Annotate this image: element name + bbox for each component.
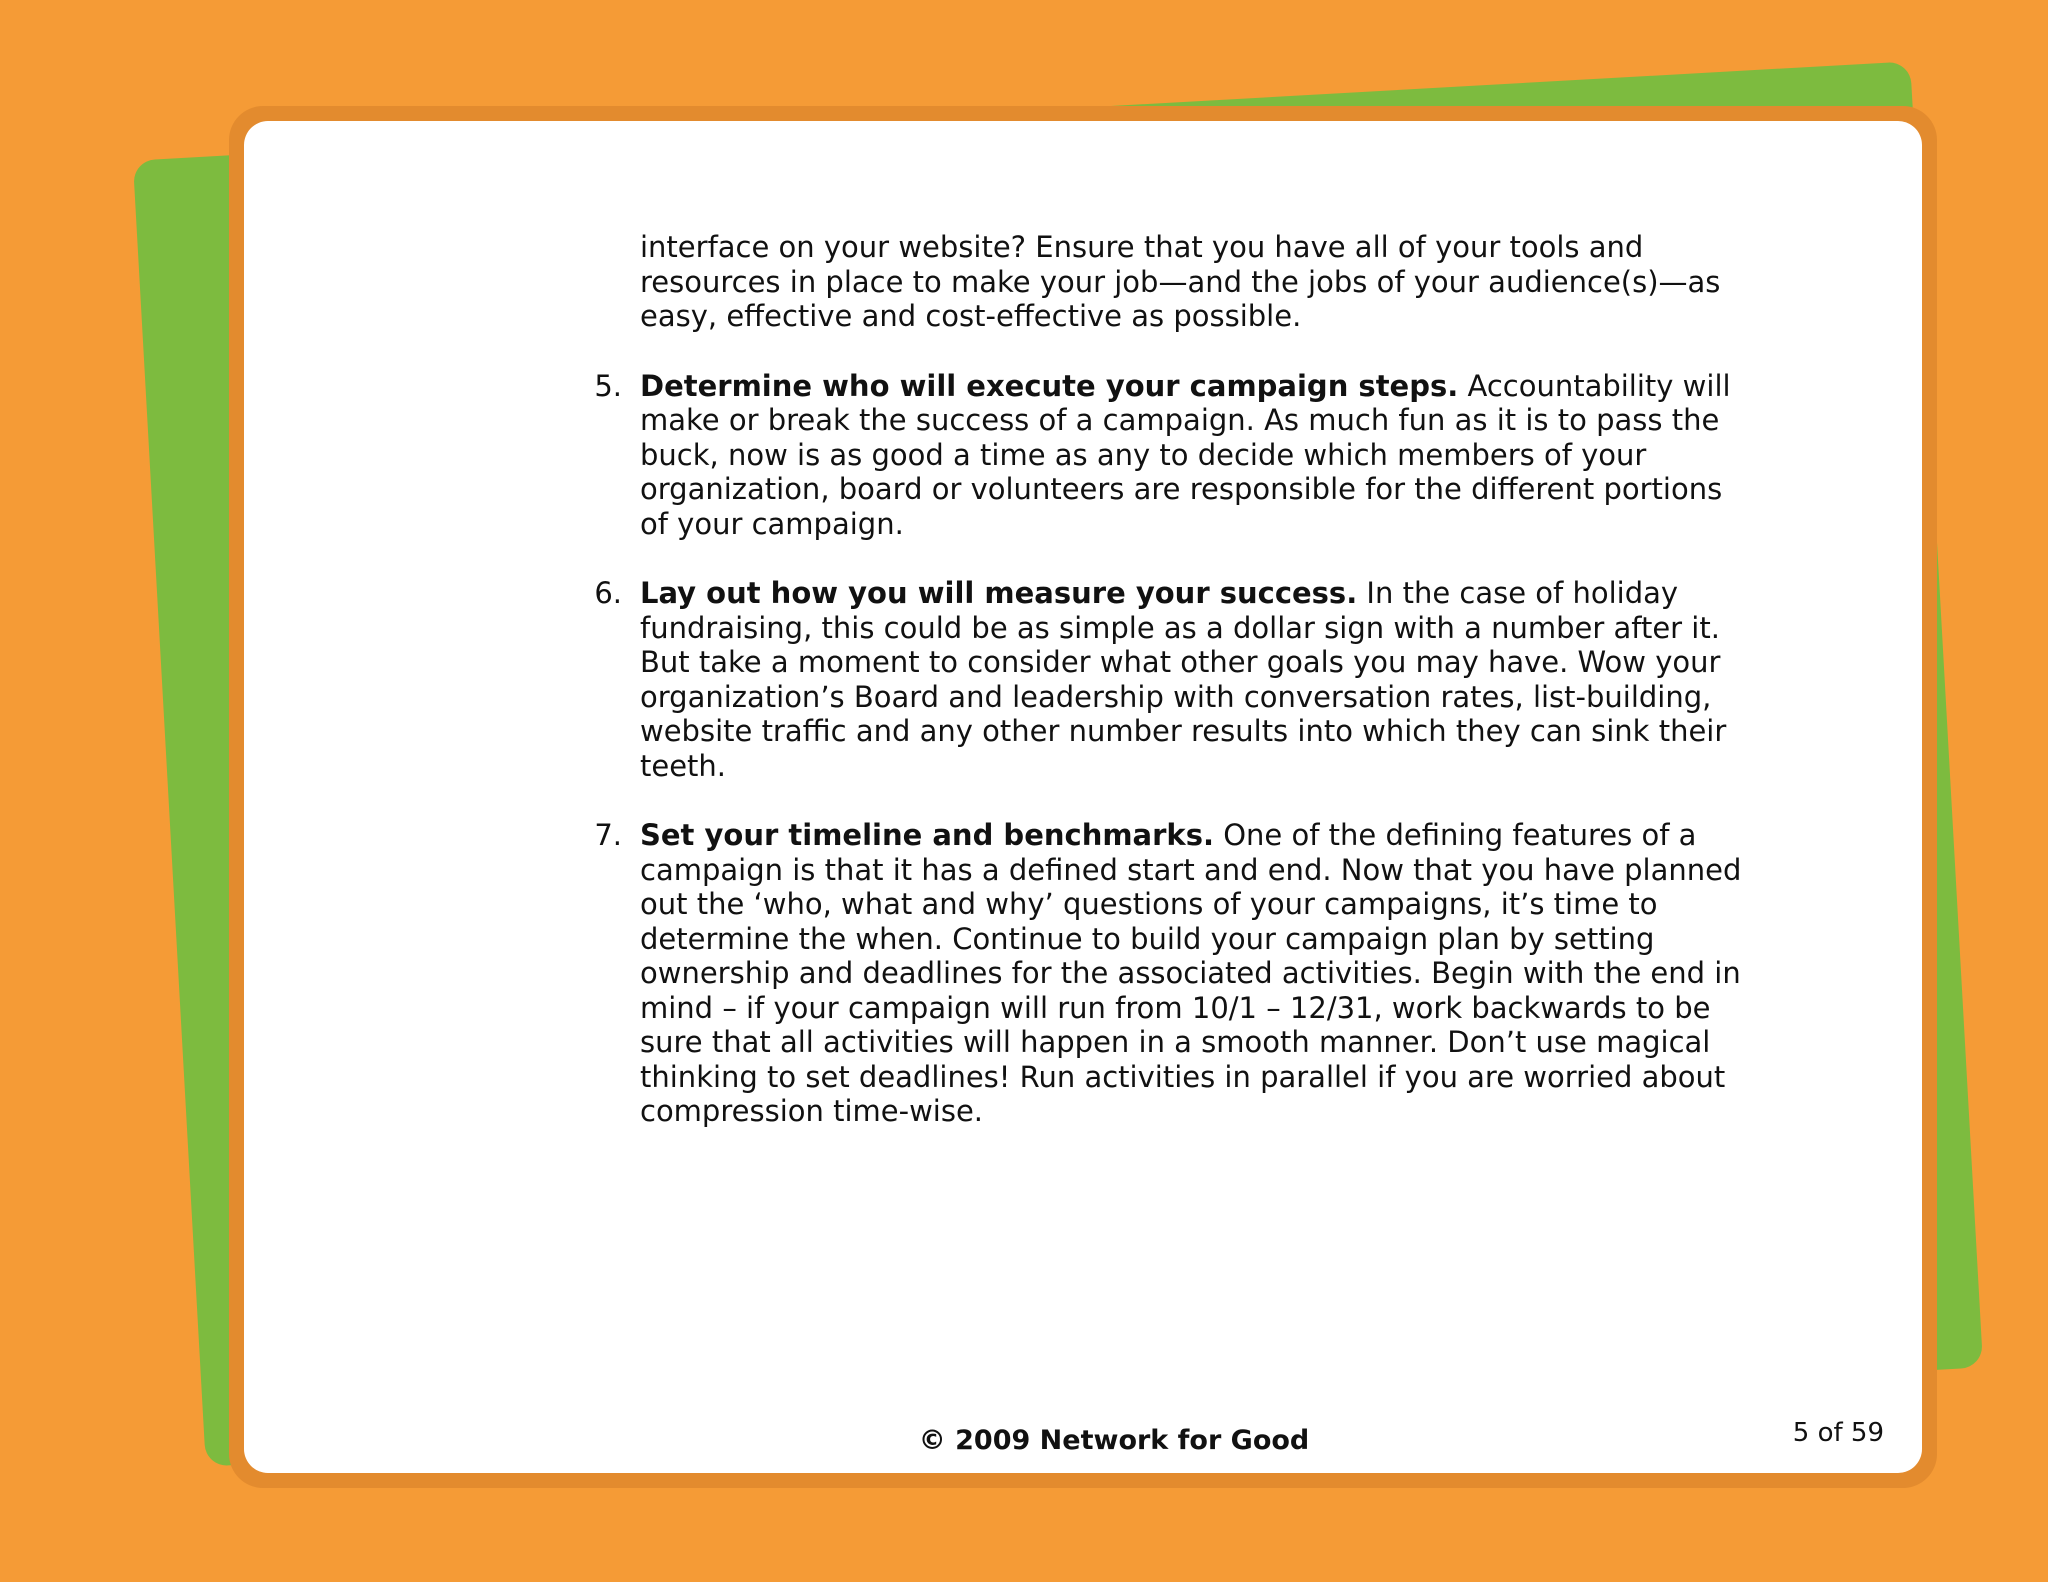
list-item-body: Accountability will make or break the success of a campaign. As much fun as it is to pass the buck, now is as good a time as any to decide which members of your organization, board or volunteers are responsible for the different portions of your campaign. xyxy=(640,368,1731,541)
intro-paragraph: interface on your website? Ensure that you have all of your tools and resources in place to make your job—and the jobs of your audience(s)—as easy, effective and cost-effective as possible. xyxy=(640,230,1721,333)
list-item xyxy=(419,369,1754,542)
list-item xyxy=(419,576,1754,783)
list-item-number: 6. xyxy=(594,576,622,610)
list-item-body: In the case of holiday fundraising, this could be as simple as a dollar sign with a number after it. But take a moment to consider what other goals you may have. Wow your organization’s Board and leadership with conversation rates, list-building, website traffic and any other number results into which they can sink their teeth. xyxy=(640,576,1727,783)
list-item-text xyxy=(640,576,1754,783)
list-item-heading: Determine who will execute your campaign steps. xyxy=(640,368,1459,403)
list-item-text xyxy=(640,818,1754,1129)
list-item-text xyxy=(640,369,1754,542)
list-item-number: 5. xyxy=(594,368,622,403)
document-page xyxy=(244,121,1922,1473)
list-item-body: One of the defining features of a campaign is that it has a defined start and end. Now that you have planned out the ‘who, what and why’ questions of your campaigns, it’s time to determine the when. Continue to build your campaign plan by setting ownership and deadlines for the associated activities. Begin with the end in mind – if your campaign will run from 10/1 – 12/31, work backwards to be sure that all activities will happen in a smooth manner. Don’t use magical thinking to set deadlines! Run activities in parallel if you are worried about compression time-wise. xyxy=(640,818,1742,1128)
list-item-heading: Lay out how you will measure your success. xyxy=(640,576,1358,610)
list-item-heading: Set your timeline and benchmarks. xyxy=(640,818,1214,852)
page-number: 5 of 59 xyxy=(1792,1418,1884,1448)
page-content xyxy=(419,230,1754,1164)
list-item-number: 7. xyxy=(594,818,622,852)
list-item xyxy=(419,818,1754,1129)
footer-copyright: © 2009 Network for Good xyxy=(918,1425,1310,1456)
